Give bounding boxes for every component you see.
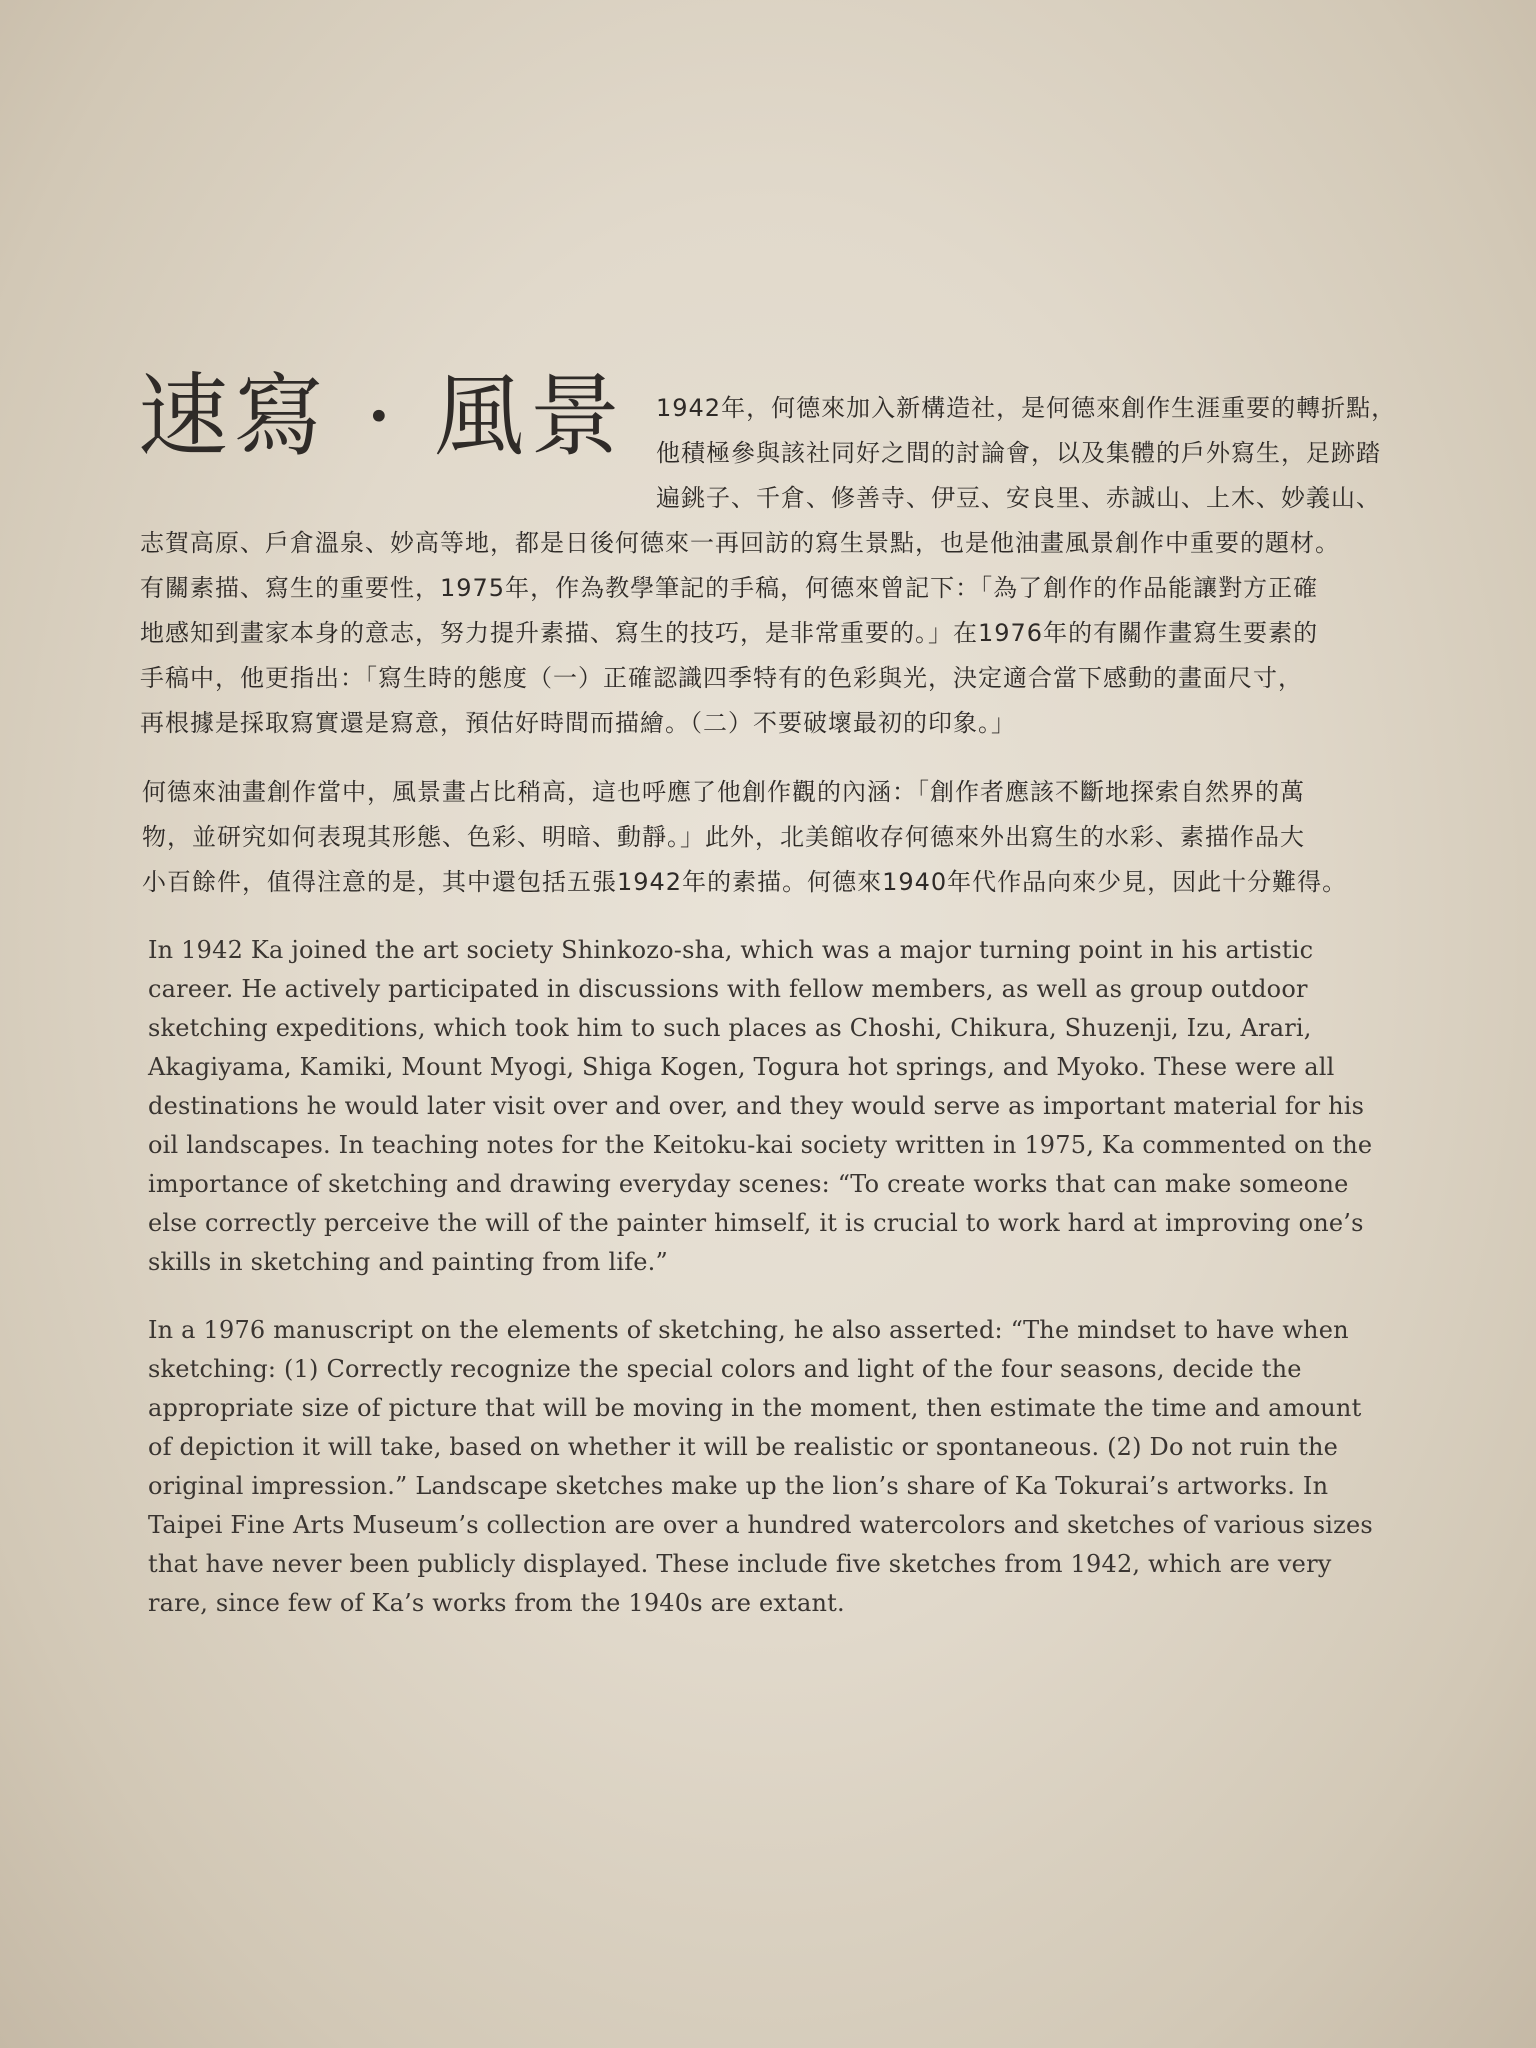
zh-paragraph-1-line: 他積極參與該社同好之間的討論會，以及集體的戶外寫生，足跡踏 [656,439,1381,467]
zh-paragraph-1-line: 手稿中，他更指出：「寫生時的態度（一）正確認識四季特有的色彩與光，決定適合當下感動的畫面尺寸， [140,664,1303,692]
en-paragraph-1-line: else correctly perceive the will of the painter himself, it is crucial to work hard at improving one’s [148,1209,1364,1237]
en-paragraph-1-line: skills in sketching and painting from life.” [148,1248,668,1276]
en-paragraph-1-line: In 1942 Ka joined the art society Shinkozo-sha, which was a major turning point in his artistic [148,936,1314,964]
en-paragraph-1-line: oil landscapes. In teaching notes for the Keitoku-kai society written in 1975, Ka commented on the [148,1131,1373,1159]
en-paragraph-1-line: destinations he would later visit over and over, and they would serve as important material for his [148,1092,1365,1120]
en-paragraph-1-line: sketching expeditions, which took him to such places as Choshi, Chikura, Shuzenji, Izu, Arari, [148,1014,1312,1042]
en-paragraph-2-line: original impression.” Landscape sketches make up the lion’s share of Ka Tokurai’s artworks. In [148,1472,1329,1500]
zh-paragraph-1-line: 有關素描、寫生的重要性，1975年，作為教學筆記的手稿，何德來曾記下：「為了創作的作品能讓對方正確 [140,574,1319,602]
en-paragraph-1-line: Akagiyama, Kamiki, Mount Myogi, Shiga Kogen, Togura hot springs, and Myoko. These were all [148,1053,1335,1081]
zh-paragraph-1-line: 再根據是採取寫實還是寫意，預估好時間而描繪。（二）不要破壞最初的印象。」 [140,709,1016,737]
zh-paragraph-2-line: 何德來油畫創作當中，風景畫占比稍高，這也呼應了他創作觀的內涵：「創作者應該不斷地探索自然界的萬 [142,778,1305,806]
en-paragraph-2-line: sketching: (1) Correctly recognize the special colors and light of the four seasons, decide the [148,1355,1302,1383]
zh-paragraph-1-line: 1942年，何德來加入新構造社，是何德來創作生涯重要的轉折點， [656,394,1397,422]
en-paragraph-2-line: that have never been publicly displayed. These include five sketches from 1942, which are very [148,1550,1332,1578]
zh-paragraph-2-line: 物，並研究如何表現其形態、色彩、明暗、動靜。」此外，北美館收存何德來外出寫生的水彩、素描作品大 [142,823,1305,851]
zh-paragraph-1-line: 志賀高原、戶倉溫泉、妙高等地，都是日後何德來一再回訪的寫生景點，也是他油畫風景創作中重要的題材。 [140,529,1340,557]
en-paragraph-2-line: rare, since few of Ka’s works from the 1940s are extant. [148,1589,845,1617]
zh-paragraph-1-line: 遍銚子、千倉、修善寺、伊豆、安良里、赤誠山、上木、妙義山、 [656,484,1381,512]
en-paragraph-2-line: In a 1976 manuscript on the elements of sketching, he also asserted: “The mindset to have when [148,1316,1349,1344]
en-paragraph-2-line: appropriate size of picture that will be moving in the moment, then estimate the time and amount [148,1394,1362,1422]
en-paragraph-2-line: Taipei Fine Arts Museum’s collection are over a hundred watercolors and sketches of various sizes [148,1511,1373,1539]
zh-paragraph-1-line: 地感知到畫家本身的意志，努力提升素描、寫生的技巧，是非常重要的。」在1976年的有關作畫寫生要素的 [140,619,1319,647]
en-paragraph-2-line: of depiction it will take, based on whether it will be realistic or spontaneous. (2) Do not ruin the [148,1433,1339,1461]
panel-title: 速寫 · 風景 [138,364,626,469]
en-paragraph-1-line: importance of sketching and drawing everyday scenes: “To create works that can make someone [148,1170,1349,1198]
zh-paragraph-2-line: 小百餘件，值得注意的是，其中還包括五張1942年的素描。何德來1940年代作品向來少見，因此十分難得。 [142,868,1348,896]
en-paragraph-1-line: career. He actively participated in discussions with fellow members, as well as group outdoor [148,975,1308,1003]
